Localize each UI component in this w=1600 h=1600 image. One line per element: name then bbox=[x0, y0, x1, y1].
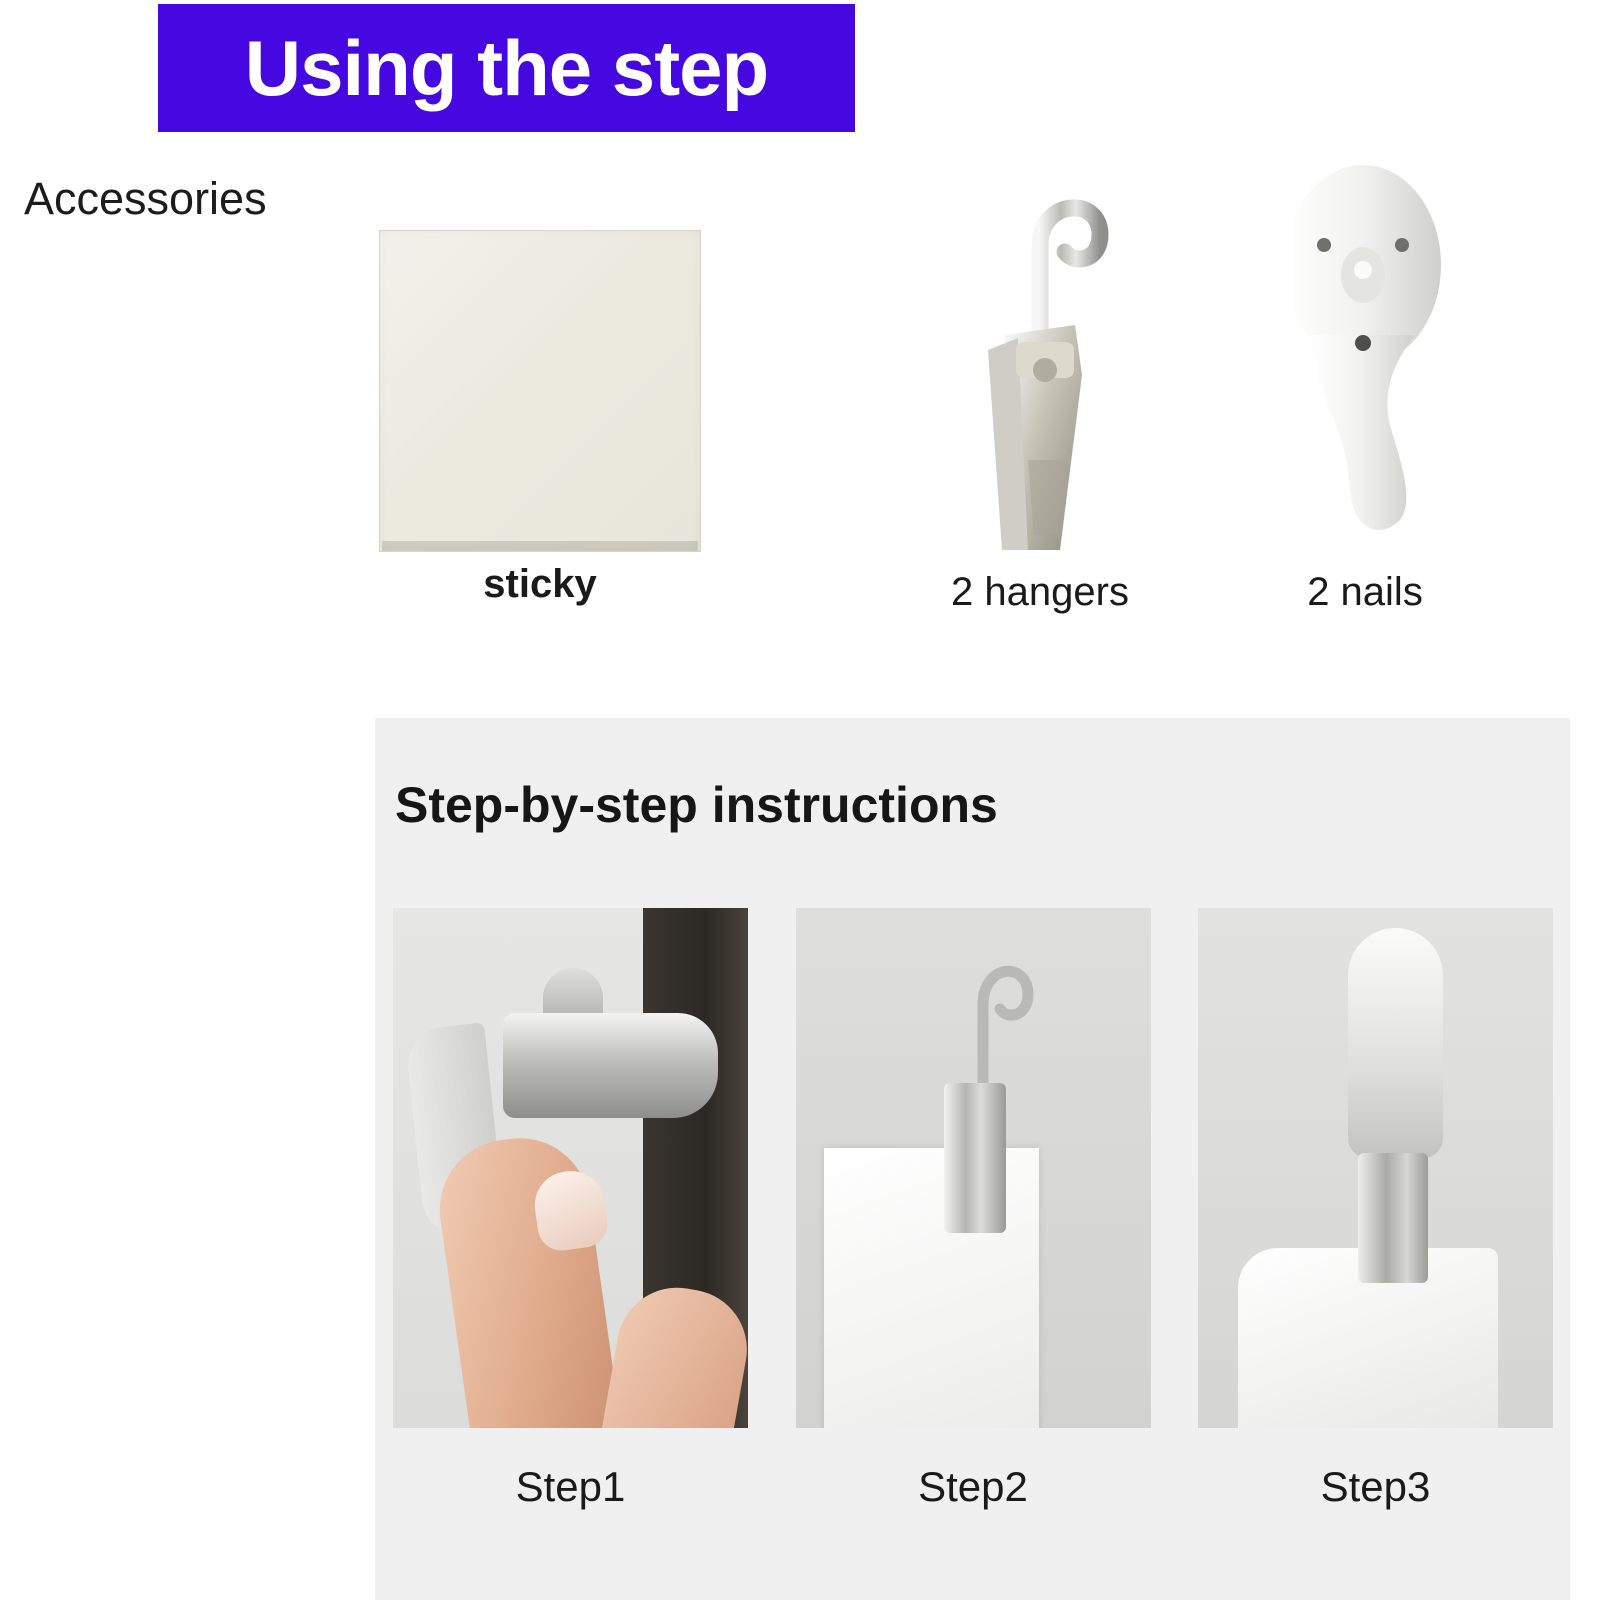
accessories-section-label: Accessories bbox=[24, 173, 267, 224]
adhesive-pad-icon bbox=[379, 230, 701, 552]
accessory-caption: sticky bbox=[483, 562, 597, 606]
accessory-item-hangers bbox=[890, 160, 1190, 615]
step-caption-3: Step3 bbox=[1320, 1463, 1431, 1510]
hanger-clip-icon bbox=[910, 160, 1170, 560]
accessory-item-sticky bbox=[370, 230, 710, 607]
step-image-2 bbox=[796, 908, 1151, 1428]
step-image-1 bbox=[393, 908, 748, 1428]
step-captions-row bbox=[393, 1463, 1553, 1511]
page-title-banner bbox=[158, 4, 855, 132]
accessories-row bbox=[330, 150, 1510, 670]
accessory-item-nails bbox=[1220, 160, 1510, 615]
step-image-3 bbox=[1198, 908, 1553, 1428]
accessory-caption: 2 hangers bbox=[951, 570, 1129, 614]
step-caption-2: Step2 bbox=[918, 1463, 1028, 1510]
step-cards-row bbox=[393, 908, 1553, 1428]
accessory-caption: 2 nails bbox=[1307, 570, 1423, 614]
step-caption-1: Step1 bbox=[515, 1463, 626, 1510]
instructions-panel bbox=[375, 718, 1570, 1600]
instructions-title: Step-by-step instructions bbox=[395, 777, 998, 833]
page-title: Using the step bbox=[244, 24, 769, 112]
adhesive-nail-hook-icon bbox=[1250, 160, 1480, 560]
